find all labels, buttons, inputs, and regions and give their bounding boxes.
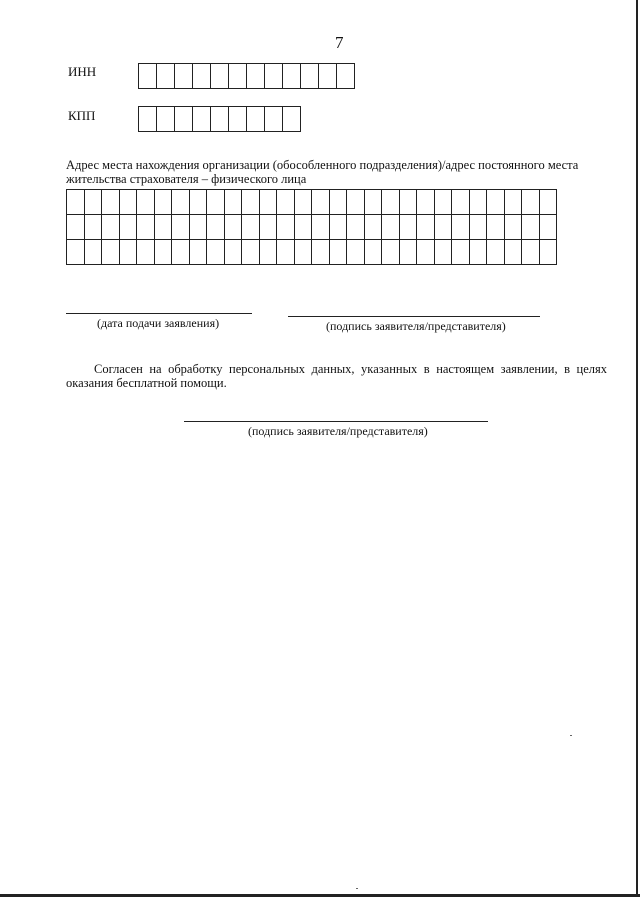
address-char-cell[interactable] xyxy=(347,215,365,240)
address-char-cell[interactable] xyxy=(119,190,137,215)
address-label: Адрес места нахождения организации (обособленного подразделения)/адрес постоянного места жительства страхователя – физического лица xyxy=(66,158,579,186)
address-char-cell[interactable] xyxy=(469,240,487,265)
address-char-cell[interactable] xyxy=(382,215,400,240)
address-char-cell[interactable] xyxy=(434,240,452,265)
address-char-cell[interactable] xyxy=(452,190,470,215)
inn-input-cells[interactable] xyxy=(138,63,355,89)
kpp-digit-cell[interactable] xyxy=(229,106,247,132)
address-char-cell[interactable] xyxy=(434,190,452,215)
address-char-cell[interactable] xyxy=(417,190,435,215)
kpp-digit-cell[interactable] xyxy=(139,106,157,132)
kpp-digit-cell[interactable] xyxy=(193,106,211,132)
address-char-cell[interactable] xyxy=(154,240,172,265)
kpp-digit-cell[interactable] xyxy=(247,106,265,132)
address-char-cell[interactable] xyxy=(539,240,557,265)
address-char-cell[interactable] xyxy=(67,240,85,265)
address-char-cell[interactable] xyxy=(399,240,417,265)
inn-digit-cell[interactable] xyxy=(265,63,283,89)
address-char-cell[interactable] xyxy=(522,190,540,215)
inn-digit-cell[interactable] xyxy=(193,63,211,89)
date-caption: (дата подачи заявления) xyxy=(97,316,220,330)
address-char-cell[interactable] xyxy=(417,215,435,240)
address-char-cell[interactable] xyxy=(172,240,190,265)
signature-line[interactable] xyxy=(288,316,540,317)
address-char-cell[interactable] xyxy=(417,240,435,265)
kpp-digit-cell[interactable] xyxy=(211,106,229,132)
address-char-cell[interactable] xyxy=(277,190,295,215)
address-char-cell[interactable] xyxy=(487,240,505,265)
address-char-cell[interactable] xyxy=(469,215,487,240)
inn-digit-cell[interactable] xyxy=(247,63,265,89)
scan-speck xyxy=(570,735,572,736)
address-char-cell[interactable] xyxy=(277,240,295,265)
inn-digit-cell[interactable] xyxy=(139,63,157,89)
consent-signature-line[interactable] xyxy=(184,421,488,422)
kpp-digit-cell[interactable] xyxy=(283,106,301,132)
address-char-cell[interactable] xyxy=(399,190,417,215)
address-char-cell[interactable] xyxy=(172,190,190,215)
address-char-cell[interactable] xyxy=(539,215,557,240)
kpp-input-cells[interactable] xyxy=(138,106,301,132)
address-char-cell[interactable] xyxy=(84,240,102,265)
address-char-cell[interactable] xyxy=(452,215,470,240)
address-char-cell[interactable] xyxy=(119,240,137,265)
address-char-cell[interactable] xyxy=(207,215,225,240)
address-char-cell[interactable] xyxy=(504,240,522,265)
address-char-cell[interactable] xyxy=(452,240,470,265)
address-char-cell[interactable] xyxy=(67,215,85,240)
address-char-cell[interactable] xyxy=(102,240,120,265)
address-char-cell[interactable] xyxy=(312,240,330,265)
address-char-cell[interactable] xyxy=(154,215,172,240)
address-char-cell[interactable] xyxy=(487,215,505,240)
address-char-cell[interactable] xyxy=(137,215,155,240)
address-char-cell[interactable] xyxy=(329,240,347,265)
address-char-cell[interactable] xyxy=(67,190,85,215)
address-char-cell[interactable] xyxy=(294,190,312,215)
signature-caption: (подпись заявителя/представителя) xyxy=(326,319,506,333)
scan-edge-right xyxy=(636,0,638,897)
inn-digit-cell[interactable] xyxy=(337,63,355,89)
address-char-cell[interactable] xyxy=(312,190,330,215)
kpp-label: КПП xyxy=(68,108,96,123)
address-char-cell[interactable] xyxy=(84,190,102,215)
inn-digit-cell[interactable] xyxy=(301,63,319,89)
kpp-digit-cell[interactable] xyxy=(265,106,283,132)
inn-label: ИНН xyxy=(68,64,97,79)
address-char-cell[interactable] xyxy=(172,215,190,240)
address-char-cell[interactable] xyxy=(364,240,382,265)
address-char-cell[interactable] xyxy=(119,215,137,240)
address-char-cell[interactable] xyxy=(382,190,400,215)
address-char-cell[interactable] xyxy=(224,190,242,215)
address-char-cell[interactable] xyxy=(259,215,277,240)
address-grid-row xyxy=(67,240,557,265)
inn-digit-cell[interactable] xyxy=(157,63,175,89)
inn-digit-cell[interactable] xyxy=(175,63,193,89)
address-char-cell[interactable] xyxy=(294,240,312,265)
address-char-cell[interactable] xyxy=(312,215,330,240)
address-char-cell[interactable] xyxy=(224,240,242,265)
address-char-cell[interactable] xyxy=(137,240,155,265)
address-char-cell[interactable] xyxy=(102,190,120,215)
inn-digit-cell[interactable] xyxy=(319,63,337,89)
address-char-cell[interactable] xyxy=(487,190,505,215)
address-char-cell[interactable] xyxy=(522,215,540,240)
address-grid-row xyxy=(67,215,557,240)
inn-digit-cell[interactable] xyxy=(283,63,301,89)
inn-digit-cell[interactable] xyxy=(211,63,229,89)
kpp-digit-cell[interactable] xyxy=(175,106,193,132)
address-grid-row xyxy=(67,190,557,215)
date-line[interactable] xyxy=(66,313,252,314)
address-char-cell[interactable] xyxy=(154,190,172,215)
address-char-cell[interactable] xyxy=(224,215,242,240)
address-char-cell[interactable] xyxy=(364,215,382,240)
address-char-cell[interactable] xyxy=(207,240,225,265)
address-char-cell[interactable] xyxy=(329,190,347,215)
address-char-cell[interactable] xyxy=(364,190,382,215)
address-char-cell[interactable] xyxy=(382,240,400,265)
address-char-cell[interactable] xyxy=(242,215,260,240)
address-char-cell[interactable] xyxy=(522,240,540,265)
address-char-cell[interactable] xyxy=(189,190,207,215)
address-char-cell[interactable] xyxy=(294,215,312,240)
address-char-cell[interactable] xyxy=(347,240,365,265)
address-char-cell[interactable] xyxy=(504,215,522,240)
address-char-cell[interactable] xyxy=(259,240,277,265)
consent-text: Согласен на обработку персональных данных, указанных в настоящем заявлении, в целях оказания бесплатной помощи. xyxy=(66,362,607,390)
address-char-cell[interactable] xyxy=(434,215,452,240)
address-char-cell[interactable] xyxy=(277,215,295,240)
address-char-cell[interactable] xyxy=(504,190,522,215)
address-char-cell[interactable] xyxy=(399,215,417,240)
address-char-cell[interactable] xyxy=(259,190,277,215)
address-char-cell[interactable] xyxy=(242,240,260,265)
address-input-grid[interactable] xyxy=(66,189,557,265)
address-char-cell[interactable] xyxy=(84,215,102,240)
address-char-cell[interactable] xyxy=(539,190,557,215)
address-char-cell[interactable] xyxy=(242,190,260,215)
page-number: 7 xyxy=(335,33,344,52)
address-char-cell[interactable] xyxy=(102,215,120,240)
address-char-cell[interactable] xyxy=(189,240,207,265)
inn-digit-cell[interactable] xyxy=(229,63,247,89)
kpp-digit-cell[interactable] xyxy=(157,106,175,132)
address-char-cell[interactable] xyxy=(469,190,487,215)
address-char-cell[interactable] xyxy=(189,215,207,240)
address-char-cell[interactable] xyxy=(329,215,347,240)
address-char-cell[interactable] xyxy=(347,190,365,215)
scan-speck xyxy=(356,888,358,889)
address-char-cell[interactable] xyxy=(207,190,225,215)
consent-signature-caption: (подпись заявителя/представителя) xyxy=(248,424,428,438)
address-char-cell[interactable] xyxy=(137,190,155,215)
